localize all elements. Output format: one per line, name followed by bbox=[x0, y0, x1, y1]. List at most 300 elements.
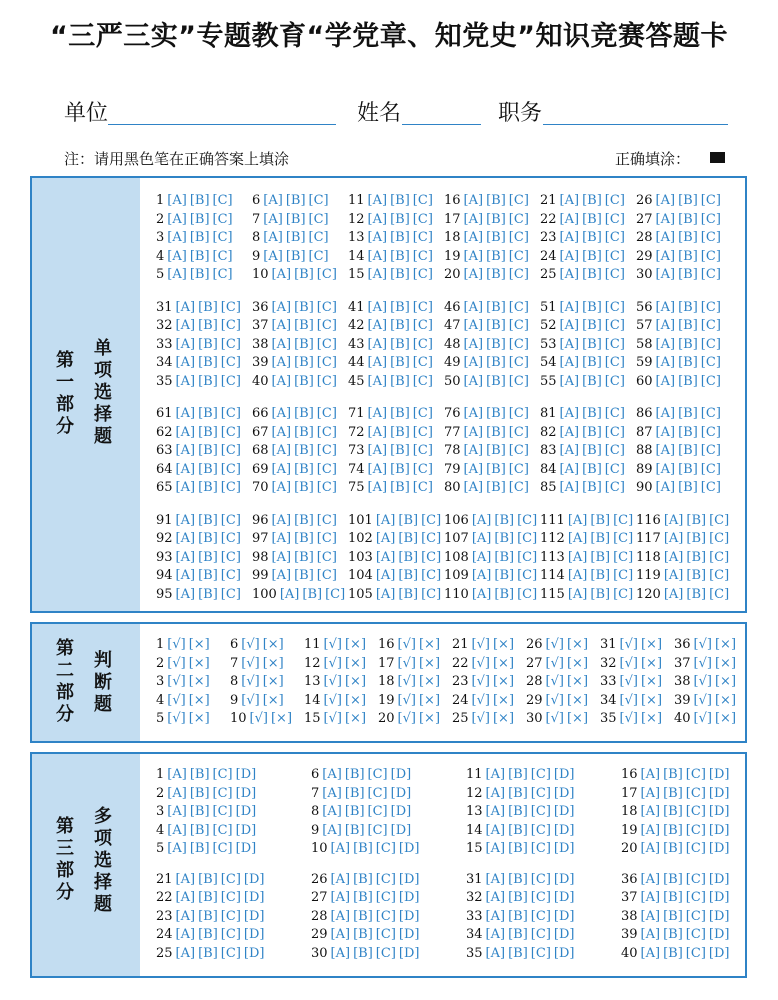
answer-bubble[interactable]: [C] bbox=[316, 480, 337, 495]
answer-bubble[interactable]: [C] bbox=[220, 568, 241, 583]
answer-bubble[interactable]: [A] bbox=[655, 373, 676, 389]
answer-bubble[interactable]: [B] bbox=[344, 785, 365, 801]
answer-bubble[interactable]: [B] bbox=[686, 512, 707, 528]
answer-bubble[interactable]: [B] bbox=[678, 299, 698, 315]
answer-bubble[interactable]: [B] bbox=[189, 767, 210, 782]
answer-bubble[interactable]: [C] bbox=[700, 230, 721, 245]
answer-bubble[interactable]: [C] bbox=[530, 822, 551, 838]
answer-bubble[interactable]: [C] bbox=[700, 267, 721, 282]
answer-bubble[interactable]: [A] bbox=[330, 945, 351, 961]
answer-bubble[interactable]: [C] bbox=[421, 586, 442, 602]
answer-bubble[interactable]: [A] bbox=[655, 406, 676, 421]
answer-bubble[interactable]: [B] bbox=[198, 336, 218, 352]
answer-bubble[interactable]: [C] bbox=[508, 211, 529, 227]
answer-bubble[interactable]: [C] bbox=[700, 355, 721, 370]
answer-bubble[interactable]: [C] bbox=[517, 568, 538, 583]
answer-bubble[interactable]: [A] bbox=[367, 211, 388, 227]
answer-bubble[interactable]: [A] bbox=[463, 480, 484, 495]
answer-bubble[interactable]: [A] bbox=[175, 480, 196, 495]
answer-bubble[interactable]: [C] bbox=[508, 193, 529, 208]
answer-bubble[interactable]: [A] bbox=[567, 512, 588, 528]
answer-bubble[interactable]: [A] bbox=[655, 211, 676, 227]
answer-bubble[interactable]: [B] bbox=[390, 318, 410, 333]
answer-bubble[interactable]: [C] bbox=[421, 531, 442, 546]
answer-bubble[interactable]: [A] bbox=[271, 355, 292, 370]
answer-bubble[interactable]: [A] bbox=[271, 336, 292, 352]
answer-bubble[interactable]: [C] bbox=[412, 193, 433, 208]
answer-bubble[interactable]: [D] bbox=[553, 822, 575, 838]
answer-bubble[interactable]: [A] bbox=[322, 804, 342, 819]
answer-bubble[interactable]: [B] bbox=[285, 211, 306, 227]
answer-bubble[interactable]: [A] bbox=[567, 586, 588, 602]
answer-bubble[interactable]: [A] bbox=[367, 230, 388, 245]
answer-bubble[interactable]: [B] bbox=[590, 586, 611, 602]
answer-bubble[interactable]: [A] bbox=[271, 443, 292, 458]
answer-bubble[interactable]: [B] bbox=[486, 336, 506, 352]
answer-bubble[interactable]: [A] bbox=[559, 336, 580, 352]
answer-bubble[interactable]: [A] bbox=[559, 211, 580, 227]
answer-bubble[interactable]: [×] bbox=[492, 692, 515, 708]
answer-bubble[interactable]: [B] bbox=[678, 355, 698, 370]
answer-bubble[interactable]: [√] bbox=[249, 711, 268, 726]
answer-bubble[interactable]: [C] bbox=[508, 461, 529, 477]
answer-bubble[interactable]: [√] bbox=[471, 711, 490, 726]
answer-bubble[interactable]: [√] bbox=[397, 692, 416, 708]
answer-bubble[interactable]: [A] bbox=[263, 230, 283, 245]
answer-bubble[interactable]: [B] bbox=[353, 841, 373, 856]
answer-bubble[interactable]: [×] bbox=[418, 711, 441, 726]
answer-bubble[interactable]: [B] bbox=[678, 193, 698, 208]
answer-bubble[interactable]: [B] bbox=[686, 531, 707, 546]
answer-bubble[interactable]: [A] bbox=[367, 424, 388, 440]
answer-bubble[interactable]: [C] bbox=[212, 267, 233, 282]
answer-bubble[interactable]: [B] bbox=[678, 318, 698, 333]
answer-bubble[interactable]: [D] bbox=[398, 841, 420, 856]
answer-bubble[interactable]: [√] bbox=[167, 674, 186, 689]
answer-bubble[interactable]: [√] bbox=[323, 692, 342, 708]
answer-bubble[interactable]: [B] bbox=[486, 267, 506, 282]
answer-bubble[interactable]: [A] bbox=[463, 424, 484, 440]
answer-bubble[interactable]: [A] bbox=[167, 248, 187, 264]
answer-bubble[interactable]: [A] bbox=[567, 531, 588, 546]
name-field[interactable] bbox=[402, 124, 481, 125]
answer-bubble[interactable]: [A] bbox=[463, 336, 484, 352]
answer-bubble[interactable]: [B] bbox=[189, 211, 210, 227]
answer-bubble[interactable]: [×] bbox=[492, 655, 515, 671]
answer-bubble[interactable]: [C] bbox=[412, 406, 433, 421]
answer-bubble[interactable]: [A] bbox=[463, 211, 484, 227]
answer-bubble[interactable]: [√] bbox=[471, 655, 490, 671]
answer-bubble[interactable]: [√] bbox=[471, 637, 490, 652]
answer-bubble[interactable]: [A] bbox=[485, 945, 506, 961]
answer-bubble[interactable]: [B] bbox=[294, 531, 314, 546]
answer-bubble[interactable]: [A] bbox=[175, 890, 196, 905]
answer-bubble[interactable]: [C] bbox=[308, 248, 329, 264]
answer-bubble[interactable]: [A] bbox=[640, 908, 661, 924]
answer-bubble[interactable]: [B] bbox=[390, 230, 410, 245]
answer-bubble[interactable]: [A] bbox=[640, 804, 661, 819]
answer-bubble[interactable]: [C] bbox=[375, 908, 396, 924]
answer-bubble[interactable]: [C] bbox=[700, 318, 721, 333]
answer-bubble[interactable]: [√] bbox=[241, 655, 260, 671]
answer-bubble[interactable]: [C] bbox=[530, 767, 551, 782]
answer-bubble[interactable]: [√] bbox=[167, 655, 186, 671]
answer-bubble[interactable]: [D] bbox=[243, 927, 265, 942]
answer-bubble[interactable]: [A] bbox=[471, 549, 492, 565]
answer-bubble[interactable]: [A] bbox=[271, 549, 292, 565]
answer-bubble[interactable]: [×] bbox=[640, 674, 663, 689]
answer-bubble[interactable]: [×] bbox=[492, 637, 515, 652]
answer-bubble[interactable]: [A] bbox=[367, 193, 388, 208]
answer-bubble[interactable]: [A] bbox=[271, 267, 292, 282]
answer-bubble[interactable]: [B] bbox=[390, 373, 410, 389]
answer-bubble[interactable]: [√] bbox=[397, 711, 416, 726]
answer-bubble[interactable]: [A] bbox=[559, 355, 580, 370]
answer-bubble[interactable]: [B] bbox=[663, 945, 683, 961]
answer-bubble[interactable]: [A] bbox=[330, 908, 351, 924]
answer-bubble[interactable]: [C] bbox=[685, 890, 706, 905]
answer-bubble[interactable]: [A] bbox=[175, 871, 196, 887]
answer-bubble[interactable]: [B] bbox=[582, 336, 602, 352]
answer-bubble[interactable]: [B] bbox=[398, 549, 419, 565]
answer-bubble[interactable]: [B] bbox=[398, 568, 419, 583]
answer-bubble[interactable]: [A] bbox=[375, 586, 396, 602]
answer-bubble[interactable]: [C] bbox=[709, 586, 730, 602]
answer-bubble[interactable]: [C] bbox=[709, 568, 730, 583]
answer-bubble[interactable]: [A] bbox=[463, 443, 484, 458]
answer-bubble[interactable]: [B] bbox=[678, 480, 698, 495]
unit-field[interactable] bbox=[108, 124, 336, 125]
answer-bubble[interactable]: [B] bbox=[390, 424, 410, 440]
answer-bubble[interactable]: [B] bbox=[678, 267, 698, 282]
answer-bubble[interactable]: [A] bbox=[655, 267, 676, 282]
answer-bubble[interactable]: [A] bbox=[559, 267, 580, 282]
answer-bubble[interactable]: [B] bbox=[686, 586, 707, 602]
answer-bubble[interactable]: [B] bbox=[590, 531, 611, 546]
answer-bubble[interactable]: [C] bbox=[316, 336, 337, 352]
answer-bubble[interactable]: [C] bbox=[604, 193, 625, 208]
answer-bubble[interactable]: [×] bbox=[188, 637, 210, 652]
answer-bubble[interactable]: [C] bbox=[316, 512, 337, 528]
answer-bubble[interactable]: [√] bbox=[545, 637, 564, 652]
answer-bubble[interactable]: [C] bbox=[604, 406, 625, 421]
answer-bubble[interactable]: [A] bbox=[271, 373, 292, 389]
answer-bubble[interactable]: [D] bbox=[243, 890, 265, 905]
answer-bubble[interactable]: [A] bbox=[485, 871, 506, 887]
answer-bubble[interactable]: [C] bbox=[530, 927, 551, 942]
answer-bubble[interactable]: [×] bbox=[640, 711, 663, 726]
answer-bubble[interactable]: [×] bbox=[492, 674, 515, 689]
answer-bubble[interactable]: [C] bbox=[709, 512, 730, 528]
answer-bubble[interactable]: [A] bbox=[167, 822, 187, 838]
answer-bubble[interactable]: [B] bbox=[294, 512, 314, 528]
answer-bubble[interactable]: [B] bbox=[398, 586, 419, 602]
answer-bubble[interactable]: [A] bbox=[559, 193, 580, 208]
answer-bubble[interactable]: [B] bbox=[353, 871, 373, 887]
answer-bubble[interactable]: [A] bbox=[655, 248, 676, 264]
answer-bubble[interactable]: [A] bbox=[167, 841, 187, 856]
answer-bubble[interactable]: [×] bbox=[262, 674, 284, 689]
answer-bubble[interactable]: [C] bbox=[220, 299, 241, 315]
answer-bubble[interactable]: [B] bbox=[590, 512, 611, 528]
answer-bubble[interactable]: [A] bbox=[640, 841, 661, 856]
answer-bubble[interactable]: [A] bbox=[175, 355, 196, 370]
answer-bubble[interactable]: [D] bbox=[708, 767, 730, 782]
answer-bubble[interactable]: [B] bbox=[198, 461, 218, 477]
answer-bubble[interactable]: [B] bbox=[678, 443, 698, 458]
answer-bubble[interactable]: [D] bbox=[708, 890, 730, 905]
answer-bubble[interactable]: [A] bbox=[175, 512, 196, 528]
answer-bubble[interactable]: [C] bbox=[375, 945, 396, 961]
answer-bubble[interactable]: [A] bbox=[271, 406, 292, 421]
answer-bubble[interactable]: [A] bbox=[471, 568, 492, 583]
answer-bubble[interactable]: [B] bbox=[285, 193, 306, 208]
answer-bubble[interactable]: [C] bbox=[220, 406, 241, 421]
answer-bubble[interactable]: [D] bbox=[235, 767, 257, 782]
answer-bubble[interactable]: [×] bbox=[640, 637, 663, 652]
answer-bubble[interactable]: [A] bbox=[655, 355, 676, 370]
answer-bubble[interactable]: [A] bbox=[330, 871, 351, 887]
answer-bubble[interactable]: [D] bbox=[553, 890, 575, 905]
answer-bubble[interactable]: [×] bbox=[418, 655, 441, 671]
answer-bubble[interactable]: [B] bbox=[663, 785, 683, 801]
answer-bubble[interactable]: [√] bbox=[241, 692, 260, 708]
answer-bubble[interactable]: [√] bbox=[167, 637, 186, 652]
answer-bubble[interactable]: [A] bbox=[463, 267, 484, 282]
answer-bubble[interactable]: [C] bbox=[367, 822, 388, 838]
answer-bubble[interactable]: [B] bbox=[353, 908, 373, 924]
answer-bubble[interactable]: [C] bbox=[220, 355, 241, 370]
answer-bubble[interactable]: [×] bbox=[714, 655, 737, 671]
answer-bubble[interactable]: [C] bbox=[367, 804, 388, 819]
answer-bubble[interactable]: [B] bbox=[294, 480, 314, 495]
answer-bubble[interactable]: [B] bbox=[189, 785, 210, 801]
answer-bubble[interactable]: [C] bbox=[530, 785, 551, 801]
answer-bubble[interactable]: [C] bbox=[508, 318, 529, 333]
answer-bubble[interactable]: [D] bbox=[398, 945, 420, 961]
answer-bubble[interactable]: [C] bbox=[316, 568, 337, 583]
answer-bubble[interactable]: [√] bbox=[397, 674, 416, 689]
answer-bubble[interactable]: [B] bbox=[390, 406, 410, 421]
answer-bubble[interactable]: [B] bbox=[663, 841, 683, 856]
answer-bubble[interactable]: [D] bbox=[553, 945, 575, 961]
answer-bubble[interactable]: [√] bbox=[397, 637, 416, 652]
answer-bubble[interactable]: [C] bbox=[517, 531, 538, 546]
answer-bubble[interactable]: [B] bbox=[294, 299, 314, 315]
answer-bubble[interactable]: [B] bbox=[686, 568, 707, 583]
answer-bubble[interactable]: [B] bbox=[494, 549, 515, 565]
answer-bubble[interactable]: [C] bbox=[316, 443, 337, 458]
answer-bubble[interactable]: [B] bbox=[198, 424, 218, 440]
answer-bubble[interactable]: [B] bbox=[189, 267, 210, 282]
answer-bubble[interactable]: [C] bbox=[604, 336, 625, 352]
answer-bubble[interactable]: [B] bbox=[294, 267, 314, 282]
answer-bubble[interactable]: [C] bbox=[508, 267, 529, 282]
answer-bubble[interactable]: [C] bbox=[700, 443, 721, 458]
answer-bubble[interactable]: [B] bbox=[189, 193, 210, 208]
answer-bubble[interactable]: [D] bbox=[553, 804, 575, 819]
answer-bubble[interactable]: [×] bbox=[640, 655, 663, 671]
answer-bubble[interactable]: [B] bbox=[582, 461, 602, 477]
answer-bubble[interactable]: [A] bbox=[375, 512, 396, 528]
answer-bubble[interactable]: [C] bbox=[604, 248, 625, 264]
answer-bubble[interactable]: [B] bbox=[344, 804, 365, 819]
answer-bubble[interactable]: [A] bbox=[175, 568, 196, 583]
answer-bubble[interactable]: [A] bbox=[567, 568, 588, 583]
answer-bubble[interactable]: [B] bbox=[486, 406, 506, 421]
answer-bubble[interactable]: [B] bbox=[508, 908, 528, 924]
answer-bubble[interactable]: [A] bbox=[175, 927, 196, 942]
answer-bubble[interactable]: [D] bbox=[398, 871, 420, 887]
answer-bubble[interactable]: [A] bbox=[559, 299, 580, 315]
answer-bubble[interactable]: [C] bbox=[412, 480, 433, 495]
answer-bubble[interactable]: [B] bbox=[189, 841, 210, 856]
answer-bubble[interactable]: [A] bbox=[375, 549, 396, 565]
answer-bubble[interactable]: [B] bbox=[198, 908, 218, 924]
answer-bubble[interactable]: [C] bbox=[220, 927, 241, 942]
answer-bubble[interactable]: [D] bbox=[243, 945, 265, 961]
answer-bubble[interactable]: [A] bbox=[559, 461, 580, 477]
answer-bubble[interactable]: [A] bbox=[559, 248, 580, 264]
answer-bubble[interactable]: [C] bbox=[412, 424, 433, 440]
answer-bubble[interactable]: [A] bbox=[175, 336, 196, 352]
answer-bubble[interactable]: [A] bbox=[485, 804, 506, 819]
answer-bubble[interactable]: [√] bbox=[241, 637, 260, 652]
answer-bubble[interactable]: [B] bbox=[582, 318, 602, 333]
answer-bubble[interactable]: [B] bbox=[353, 927, 373, 942]
answer-bubble[interactable]: [D] bbox=[235, 804, 257, 819]
answer-bubble[interactable]: [√] bbox=[545, 655, 564, 671]
answer-bubble[interactable]: [C] bbox=[412, 373, 433, 389]
answer-bubble[interactable]: [C] bbox=[700, 480, 721, 495]
answer-bubble[interactable]: [C] bbox=[220, 531, 241, 546]
answer-bubble[interactable]: [C] bbox=[412, 461, 433, 477]
answer-bubble[interactable]: [×] bbox=[418, 637, 441, 652]
answer-bubble[interactable]: [√] bbox=[323, 711, 342, 726]
answer-bubble[interactable]: [D] bbox=[235, 785, 257, 801]
answer-bubble[interactable]: [B] bbox=[590, 568, 611, 583]
answer-bubble[interactable]: [C] bbox=[308, 211, 329, 227]
answer-bubble[interactable]: [A] bbox=[640, 871, 661, 887]
answer-bubble[interactable]: [A] bbox=[271, 531, 292, 546]
answer-bubble[interactable]: [B] bbox=[390, 355, 410, 370]
answer-bubble[interactable]: [C] bbox=[375, 841, 396, 856]
answer-bubble[interactable]: [×] bbox=[418, 692, 441, 708]
answer-bubble[interactable]: [√] bbox=[619, 674, 638, 689]
answer-bubble[interactable]: [C] bbox=[700, 336, 721, 352]
answer-bubble[interactable]: [B] bbox=[486, 480, 506, 495]
answer-bubble[interactable]: [C] bbox=[685, 841, 706, 856]
answer-bubble[interactable]: [C] bbox=[508, 443, 529, 458]
answer-bubble[interactable]: [C] bbox=[220, 512, 241, 528]
answer-bubble[interactable]: [C] bbox=[212, 248, 233, 264]
answer-bubble[interactable]: [A] bbox=[471, 512, 492, 528]
answer-bubble[interactable]: [B] bbox=[198, 406, 218, 421]
answer-bubble[interactable]: [A] bbox=[663, 568, 684, 583]
answer-bubble[interactable]: [B] bbox=[198, 299, 218, 315]
answer-bubble[interactable]: [C] bbox=[220, 336, 241, 352]
answer-bubble[interactable]: [B] bbox=[508, 945, 528, 961]
answer-bubble[interactable]: [C] bbox=[508, 230, 529, 245]
answer-bubble[interactable]: [B] bbox=[198, 531, 218, 546]
answer-bubble[interactable]: [C] bbox=[517, 512, 538, 528]
answer-bubble[interactable]: [C] bbox=[604, 373, 625, 389]
answer-bubble[interactable]: [C] bbox=[316, 549, 337, 565]
answer-bubble[interactable]: [×] bbox=[566, 711, 589, 726]
answer-bubble[interactable]: [A] bbox=[330, 890, 351, 905]
answer-bubble[interactable]: [D] bbox=[235, 822, 257, 838]
answer-bubble[interactable]: [C] bbox=[709, 531, 730, 546]
answer-bubble[interactable]: [A] bbox=[640, 927, 661, 942]
answer-bubble[interactable]: [D] bbox=[553, 841, 575, 856]
answer-bubble[interactable]: [C] bbox=[530, 890, 551, 905]
answer-bubble[interactable]: [A] bbox=[640, 785, 661, 801]
answer-bubble[interactable]: [B] bbox=[508, 871, 528, 887]
answer-bubble[interactable]: [A] bbox=[640, 890, 661, 905]
answer-bubble[interactable]: [A] bbox=[485, 927, 506, 942]
answer-bubble[interactable]: [B] bbox=[294, 568, 314, 583]
answer-bubble[interactable]: [B] bbox=[285, 248, 306, 264]
answer-bubble[interactable]: [D] bbox=[553, 927, 575, 942]
answer-bubble[interactable]: [√] bbox=[619, 711, 638, 726]
answer-bubble[interactable]: [C] bbox=[412, 230, 433, 245]
answer-bubble[interactable]: [A] bbox=[463, 373, 484, 389]
answer-bubble[interactable]: [B] bbox=[398, 531, 419, 546]
answer-bubble[interactable]: [D] bbox=[390, 785, 412, 801]
answer-bubble[interactable]: [C] bbox=[508, 406, 529, 421]
answer-bubble[interactable]: [A] bbox=[463, 406, 484, 421]
answer-bubble[interactable]: [D] bbox=[708, 945, 730, 961]
answer-bubble[interactable]: [C] bbox=[685, 767, 706, 782]
answer-bubble[interactable]: [A] bbox=[559, 443, 580, 458]
answer-bubble[interactable]: [A] bbox=[485, 841, 506, 856]
answer-bubble[interactable]: [A] bbox=[463, 193, 484, 208]
answer-bubble[interactable]: [×] bbox=[566, 655, 589, 671]
answer-bubble[interactable]: [C] bbox=[412, 299, 433, 315]
answer-bubble[interactable]: [B] bbox=[198, 480, 218, 495]
answer-bubble[interactable]: [B] bbox=[198, 318, 218, 333]
answer-bubble[interactable]: [A] bbox=[471, 586, 492, 602]
answer-bubble[interactable]: [√] bbox=[545, 711, 564, 726]
answer-bubble[interactable]: [×] bbox=[714, 674, 737, 689]
answer-bubble[interactable]: [C] bbox=[316, 461, 337, 477]
answer-bubble[interactable]: [A] bbox=[175, 908, 196, 924]
answer-bubble[interactable]: [B] bbox=[678, 406, 698, 421]
answer-bubble[interactable]: [C] bbox=[220, 549, 241, 565]
answer-bubble[interactable]: [A] bbox=[263, 211, 283, 227]
answer-bubble[interactable]: [B] bbox=[198, 355, 218, 370]
answer-bubble[interactable]: [×] bbox=[344, 637, 367, 652]
answer-bubble[interactable]: [C] bbox=[604, 318, 625, 333]
answer-bubble[interactable]: [B] bbox=[294, 373, 314, 389]
answer-bubble[interactable]: [A] bbox=[322, 785, 342, 801]
answer-bubble[interactable]: [B] bbox=[678, 211, 698, 227]
answer-bubble[interactable]: [C] bbox=[517, 549, 538, 565]
answer-bubble[interactable]: [C] bbox=[220, 871, 241, 887]
answer-bubble[interactable]: [D] bbox=[390, 767, 412, 782]
answer-bubble[interactable]: [B] bbox=[582, 299, 602, 315]
answer-bubble[interactable]: [C] bbox=[517, 586, 538, 602]
answer-bubble[interactable]: [√] bbox=[693, 655, 712, 671]
answer-bubble[interactable]: [C] bbox=[700, 406, 721, 421]
answer-bubble[interactable]: [C] bbox=[375, 871, 396, 887]
answer-bubble[interactable]: [A] bbox=[463, 318, 484, 333]
answer-bubble[interactable]: [C] bbox=[613, 512, 634, 528]
answer-bubble[interactable]: [√] bbox=[167, 711, 186, 726]
answer-bubble[interactable]: [B] bbox=[486, 424, 506, 440]
answer-bubble[interactable]: [A] bbox=[559, 318, 580, 333]
answer-bubble[interactable]: [×] bbox=[566, 674, 589, 689]
